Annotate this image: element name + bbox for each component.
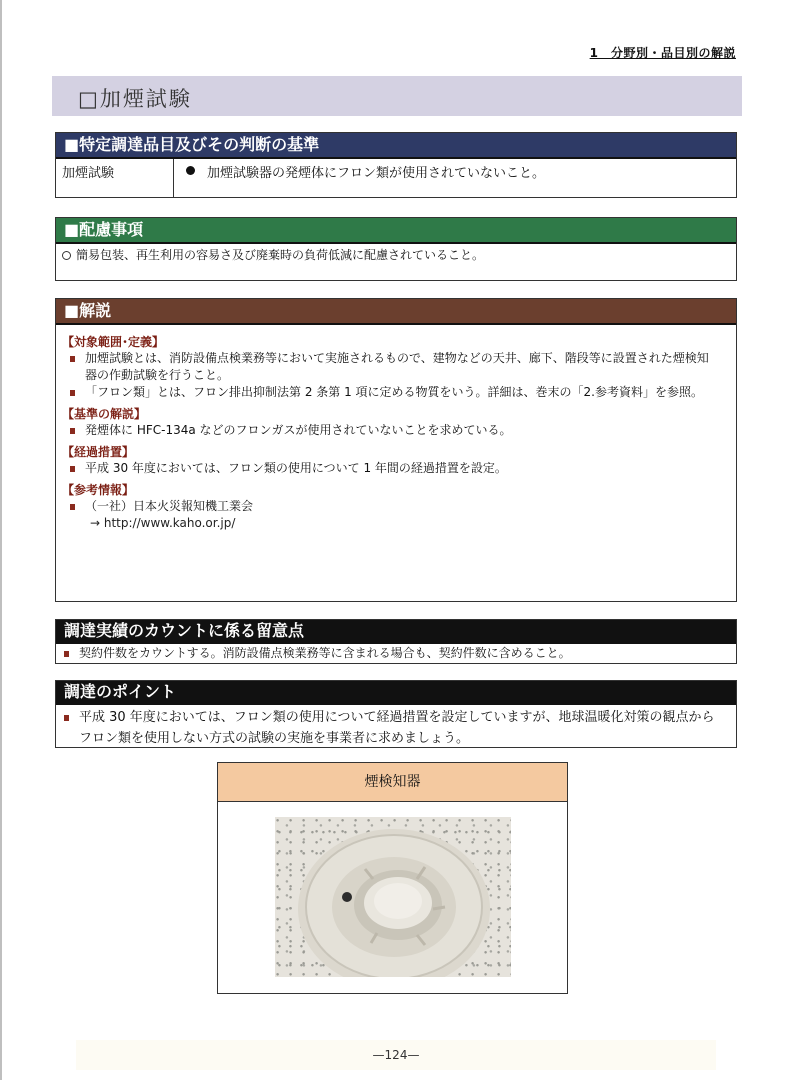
criteria-item-text: 加煙試験器の発煙体にフロン類が使用されていないこと。 bbox=[207, 166, 546, 181]
list-item: 平成 30 年度においては、フロン類の使用について経過措置を設定していますが、地球温暖化対策の観点からフロン類を使用しない方式の試験の実施を事業者に求めましょう。 bbox=[56, 705, 736, 749]
criteria-heading: ■特定調達品目及びその判断の基準 bbox=[56, 133, 736, 159]
bullet-icon bbox=[64, 651, 69, 657]
bullet-icon bbox=[70, 504, 75, 510]
bullet-icon bbox=[186, 166, 195, 175]
explanation-heading: ■解説 bbox=[56, 299, 736, 325]
criteria-item-name: 加煙試験 bbox=[56, 159, 174, 197]
bullet-icon bbox=[70, 390, 75, 396]
count-notes-box bbox=[55, 619, 737, 664]
considerations-heading: ■配慮事項 bbox=[56, 218, 736, 244]
section-title-reference: 【参考情報】 bbox=[62, 483, 135, 497]
criteria-item-cell bbox=[174, 159, 736, 197]
bullet-icon bbox=[64, 715, 69, 721]
page-edge bbox=[0, 0, 2, 1080]
criteria-box bbox=[55, 132, 737, 198]
page-number: —124— bbox=[76, 1040, 716, 1070]
figure-caption: 煙検知器 bbox=[218, 763, 567, 802]
considerations-text: 簡易包装、再生利用の容易さ及び廃棄時の負荷低減に配慮されていること。 bbox=[76, 248, 485, 262]
list-item: （一社）日本火災報知機工業会 bbox=[62, 498, 730, 515]
considerations-item bbox=[56, 244, 736, 266]
considerations-box bbox=[55, 217, 737, 281]
procurement-points-box bbox=[55, 680, 737, 748]
figure-box bbox=[217, 762, 568, 994]
section-title-scope: 【対象範囲･定義】 bbox=[62, 335, 165, 349]
section-title-criteria: 【基準の解説】 bbox=[62, 407, 147, 421]
list-item: 加煙試験とは、消防設備点検業務等において実施されるもので、建物などの天井、廊下、階段等に設置された煙検知器の作動試験を行うこと。 bbox=[62, 350, 730, 384]
bullet-icon bbox=[70, 356, 75, 362]
reference-link[interactable]: → http://www.kaho.or.jp/ bbox=[90, 516, 236, 530]
ring-bullet-icon bbox=[62, 251, 71, 260]
title-band bbox=[52, 76, 742, 116]
smoke-detector-icon bbox=[275, 817, 511, 977]
page-title: □加煙試験 bbox=[78, 87, 192, 111]
procurement-points-heading: 調達のポイント bbox=[56, 681, 736, 705]
explanation-box bbox=[55, 298, 737, 602]
bullet-icon bbox=[70, 428, 75, 434]
list-item: 契約件数をカウントする。消防設備点検業務等に含まれる場合も、契約件数に含めること。 bbox=[56, 644, 736, 662]
list-item: 「フロン類」とは、フロン排出抑制法第 2 条第 1 項に定める物質をいう。詳細は、巻末の「2.参考資料」を参照。 bbox=[62, 384, 730, 401]
section-title-transition: 【経過措置】 bbox=[62, 445, 135, 459]
list-item: 平成 30 年度においては、フロン類の使用について 1 年間の経過措置を設定。 bbox=[62, 460, 730, 477]
criteria-row bbox=[56, 159, 736, 197]
list-item: 発煙体に HFC-134a などのフロンガスが使用されていないことを求めている。 bbox=[62, 422, 730, 439]
count-notes-heading: 調達実績のカウントに係る留意点 bbox=[56, 620, 736, 644]
smoke-detector-photo bbox=[275, 817, 511, 977]
bullet-icon bbox=[70, 466, 75, 472]
section-header: 1 分野別・品目別の解説 bbox=[589, 46, 736, 60]
